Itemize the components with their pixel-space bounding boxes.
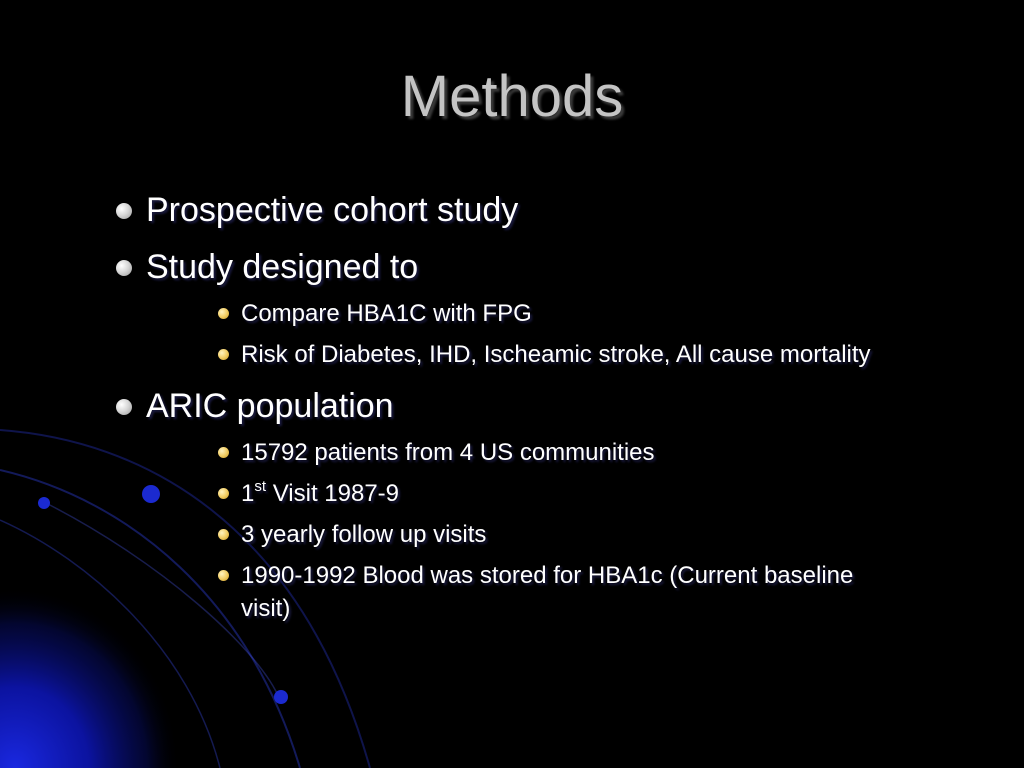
sub-bullet-text: 15792 patients from 4 US communities xyxy=(241,439,655,466)
sub-bullet-item xyxy=(216,436,904,469)
sub-bullet-text xyxy=(241,480,399,507)
sub-bullet-item xyxy=(216,297,904,330)
sub-bullet-icon xyxy=(218,529,229,540)
sub-bullet-text: Risk of Diabetes, IHD, Ischeamic stroke, All cause mortality xyxy=(241,341,871,368)
sub-bullet-text: Compare HBA1C with FPG xyxy=(241,300,532,327)
bullet-list xyxy=(114,188,904,625)
sub-bullet-item xyxy=(216,338,904,371)
decor-dot xyxy=(38,497,50,509)
sub-bullet-icon xyxy=(218,349,229,360)
bullet-text: ARIC population xyxy=(146,387,394,425)
bullet-item xyxy=(114,384,904,428)
bullet-icon xyxy=(116,260,132,276)
bullet-icon xyxy=(116,399,132,415)
bullet-icon xyxy=(116,203,132,219)
sub-bullet-text: 1990-1992 Blood was stored for HBA1c (Current baseline visit) xyxy=(241,562,854,622)
sub-bullet-item xyxy=(216,477,904,510)
sub-bullet-item xyxy=(216,518,904,551)
bullet-item xyxy=(114,188,904,232)
sub-bullet-icon xyxy=(218,488,229,499)
sub-bullet-icon xyxy=(218,308,229,319)
sub-bullet-text: 3 yearly follow up visits xyxy=(241,521,487,548)
sub-bullet-icon xyxy=(218,570,229,581)
visit-ordinal-suffix: st xyxy=(254,478,267,495)
bullet-text: Study designed to xyxy=(146,248,419,286)
bullet-item xyxy=(114,245,904,289)
decor-dot xyxy=(274,690,288,704)
slide-title: Methods xyxy=(400,64,624,129)
visit-number: 1 xyxy=(241,480,255,507)
sub-bullet-item xyxy=(216,559,904,625)
bullet-text: Prospective cohort study xyxy=(146,191,519,229)
sub-bullet-icon xyxy=(218,447,229,458)
visit-text: Visit 1987-9 xyxy=(266,480,400,507)
